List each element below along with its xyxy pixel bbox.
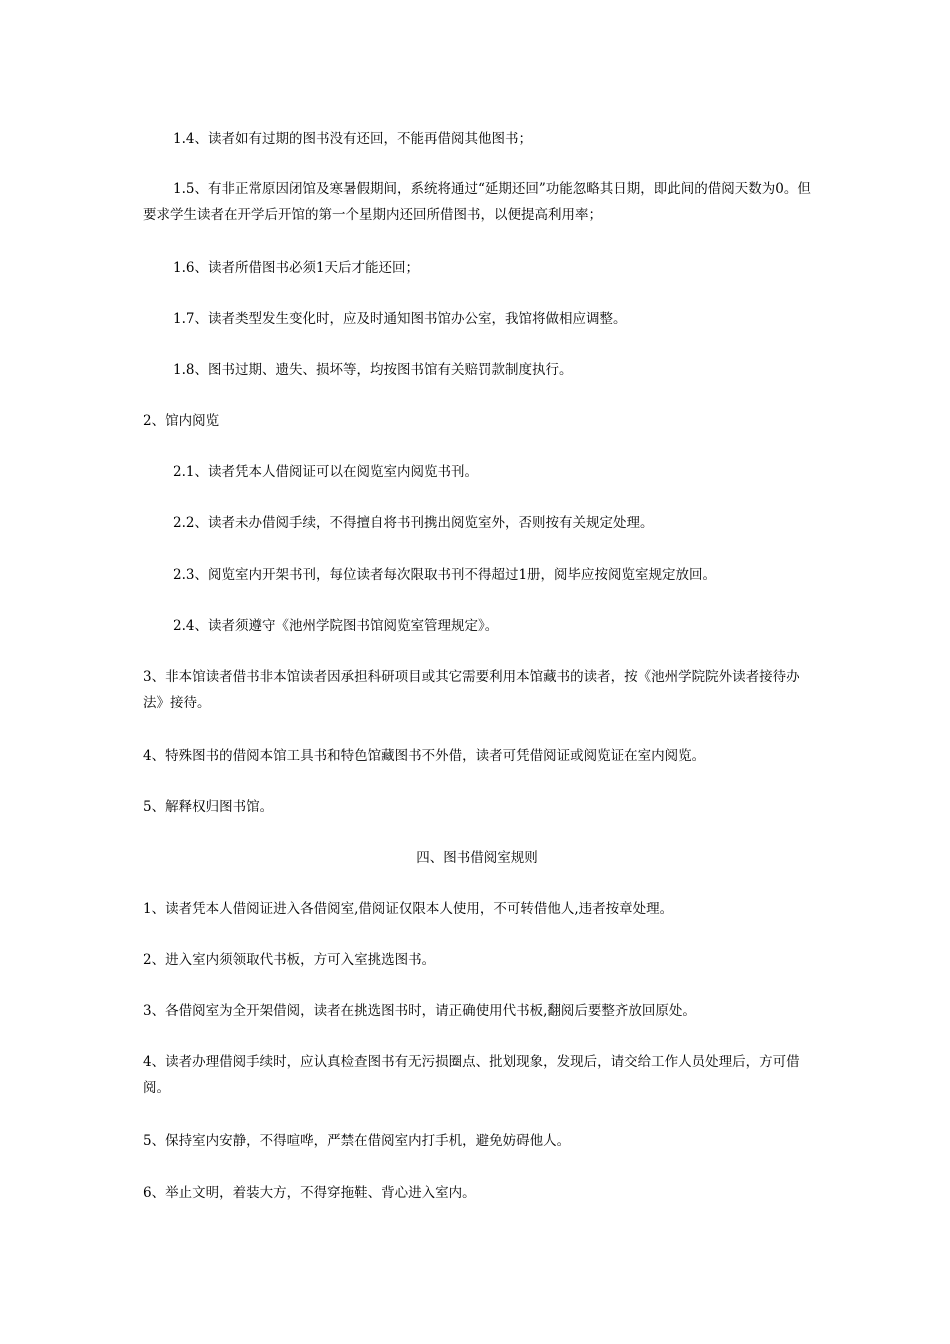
- paragraph-1-6: 1.6、读者所借图书必须1天后才能还回；: [173, 260, 420, 276]
- paragraph-1-5: 1.5、有非正常原因闭馆及寒暑假期间，系统将通过“延期还回”功能忽略其日期，即此间的借阅天数为0。但要求学生读者在开学后开馆的第一个星期内还回所借图书，以便提高利用率；: [143, 181, 811, 223]
- rule-2: 2、进入室内须领取代书板，方可入室挑选图书。: [143, 952, 436, 968]
- paragraph-2-2: 2.2、读者未办借阅手续，不得擅自将书刊携出阅览室外，否则按有关规定处理。: [173, 515, 654, 531]
- paragraph-2-4: 2.4、读者须遵守《池州学院图书馆阅览室管理规定》。: [173, 618, 499, 634]
- paragraph-2-3: 2.3、阅览室内开架书刊，每位读者每次限取书刊不得超过1册，阅毕应按阅览室规定放回。: [173, 567, 717, 583]
- rule-3: 3、各借阅室为全开架借阅，读者在挑选图书时，请正确使用代书板,翻阅后要整齐放回原处。: [143, 1003, 696, 1019]
- paragraph-1-4: 1.4、读者如有过期的图书没有还回，不能再借阅其他图书；: [173, 131, 532, 147]
- rule-5: 5、保持室内安静，不得喧哗，严禁在借阅室内打手机，避免妨碍他人。: [143, 1133, 571, 1149]
- rule-1: 1、读者凭本人借阅证进入各借阅室,借阅证仅限本人使用，不可转借他人,违者按章处理。: [143, 901, 674, 917]
- section-heading-2: 2、馆内阅览: [143, 413, 220, 429]
- paragraph-1-7: 1.7、读者类型发生变化时，应及时通知图书馆办公室，我馆将做相应调整。: [173, 311, 627, 327]
- paragraph-4: 4、特殊图书的借阅本馆工具书和特色馆藏图书不外借，读者可凭借阅证或阅览证在室内阅览。: [143, 748, 706, 764]
- section-title-4: 四、图书借阅室规则: [416, 850, 538, 866]
- paragraph-2-1: 2.1、读者凭本人借阅证可以在阅览室内阅览书刊。: [173, 464, 478, 480]
- rule-4: 4、读者办理借阅手续时，应认真检查图书有无污损圈点、批划现象，发现后，请交给工作人员处理后，方可借阅。: [143, 1054, 800, 1096]
- paragraph-3: 3、非本馆读者借书非本馆读者因承担科研项目或其它需要利用本馆藏书的读者，按《池州学院院外读者接待办法》接待。: [143, 669, 800, 711]
- paragraph-1-8: 1.8、图书过期、遗失、损坏等，均按图书馆有关赔罚款制度执行。: [173, 362, 573, 378]
- rule-6: 6、举止文明，着装大方，不得穿拖鞋、背心进入室内。: [143, 1185, 476, 1201]
- paragraph-5: 5、解释权归图书馆。: [143, 799, 274, 815]
